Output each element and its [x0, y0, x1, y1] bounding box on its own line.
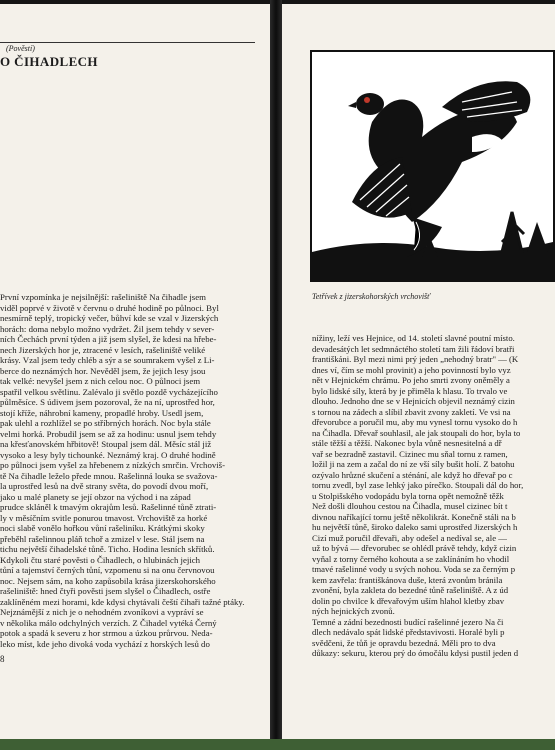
- text-line: vysoko a lesy byly tichounké. Neznámý kraj. O druhé hodině: [0, 449, 216, 460]
- chapter-title: O ČIHADLECH: [0, 54, 98, 69]
- text-line: už to bývá — dřevorubec se ohlédl právě tehdy, když cizin: [312, 543, 517, 553]
- right-page: [282, 4, 555, 739]
- text-line: zvonění, byla zakleta do bezedné tůně rašeliniště. A z úd: [312, 585, 509, 595]
- text-line: velmi horká. Probudil jsem se až za hodinu: usnul jsem tehdy: [0, 428, 217, 439]
- text-line: tak velké: nevyšel jsem z nich celou noc. O půlnoci jsem: [0, 376, 201, 386]
- text-line: Kdykoli čtu staré pověsti o Čihadlech, o hlubinách jejich: [0, 554, 201, 565]
- cover-edge: [0, 739, 555, 750]
- text-line: s tornou na zádech a slíbil zbavit zvony zakletí. Ve vsi na: [312, 406, 511, 417]
- text-line: noc. Nejsem sám, na koho zapůsobila krása jizerskohorského: [0, 575, 216, 586]
- text-line: ly v měsíčním svitle ponurou tmavost. Vrchoviště za horké: [0, 512, 208, 523]
- text-line: spatřil velkou světlinu. Zalévalo ji světlo pozdě vycházejícího: [0, 386, 218, 397]
- text-line: pak ulehl a rozhlížel se po stříbrných horách. Noc byla stále: [0, 418, 211, 428]
- text-line: dolin po chvilce k dřevařovým uším hlahol kletby zbav: [312, 595, 505, 606]
- text-line: ložil ji na zem a začal do ní ze vší síly bušit holí. Z batohu: [312, 459, 515, 469]
- text-line: nech Jizerských hor je, ztracené v lesích, rašeliniště veliké: [0, 344, 206, 355]
- text-line: tůní a tajemství černých tůní, vzpomenu si na onu červnovou: [0, 565, 215, 575]
- text-line: Cizí muž poručil dřevaři, aby odešel a nedíval se, ale —: [312, 532, 507, 543]
- text-line: ních Čechách první týden a již jsem slyšel, že kdesi na hřebe-: [0, 334, 217, 344]
- text-line: jako u malé planety se její obzor na východ i na západ: [0, 491, 191, 502]
- left-body-text: [0, 292, 264, 649]
- text-line: dlech nedávalo spát lidské představivosti. Horalé byli p: [312, 627, 505, 637]
- illustration-caption: Tetřívek z jizerskohorských vrchovišť: [312, 292, 431, 301]
- text-line: přeběhl rašelinnou pláň tchoř a zmizel v lese. Stál jsem na: [0, 533, 205, 544]
- text-line: Nejznámější z nich je o nehodném zvoníkovi a vypráví se: [0, 607, 204, 617]
- text-line: zaklíněném mezi horami, kde kdysi chytávali čeští čihaři tažné ptáky.: [0, 596, 245, 607]
- book-gutter: [270, 0, 282, 750]
- header-rule: [0, 42, 255, 43]
- text-line: noci slabě vonělo hořkou vůní rašeliníku. Krátkými skoky: [0, 523, 205, 533]
- text-line: dlouho. Jednoho dne se v Hejnicích objevil neznámý cizin: [312, 396, 515, 406]
- text-line: dnes ví, čím se mohl provinit) a jeho povinností bylo vyz: [312, 364, 511, 375]
- left-page: [0, 4, 270, 739]
- text-line: u Stolpišského vodopádu byla torna opět nemožně těžk: [312, 490, 504, 501]
- text-line: viděl poprvé v životě v červnu o druhé hodině po půlnoci. Byl: [0, 302, 219, 313]
- text-line: horách: doma nebylo možno vydržet. Žil jsem tehdy v sever-: [0, 323, 215, 334]
- text-line: františkáni. Byl mezi nimi prý jeden „nehodný bratr" — (K: [312, 354, 519, 364]
- text-line: stále těžší a těžší. Nakonec byla vůně nesnesitelná a dř: [312, 438, 502, 448]
- text-line: leko míst, kde jeho divoká voda vychází z horských lesů do: [0, 638, 210, 649]
- text-line: na Čihadla. Dřevař souhlasil, ale jak stoupali do hor, byla to: [312, 427, 521, 438]
- text-line: půlměsíce. S údivem jsem pozoroval, že na ní, uprostřed hor,: [0, 397, 215, 407]
- text-line: divnou naříkající tornu ještě několikrát. Konečně stáli na b: [312, 511, 516, 522]
- text-line: vyňal z torny černého kohouta a se zaklínáním ho vhodil: [312, 553, 510, 564]
- text-line: tichu největší čihadelské tůně. Ticho. Hodina lesních skřítků.: [0, 544, 215, 554]
- text-line: dřevorubce a poručil mu, aby mu vynesl tornu vysoko do h: [312, 417, 518, 427]
- text-line: prudce skláněl k tmavým okrajům lesů. Rašelinné tůně ztrati-: [0, 502, 217, 512]
- text-line: ozývalo hrůzné skučení a sténání, ale když ho dřevař po c: [312, 469, 513, 480]
- text-line: krásy. Vzal jsem tedy chléb a sýr a se soumrakem vyšel z Li-: [0, 355, 215, 365]
- text-line: la uprostřed lesů na dvě strany světa, do povodí dvou moří,: [0, 481, 209, 491]
- series-label: (Pověstí): [6, 44, 35, 53]
- black-grouse-illustration: [310, 50, 555, 282]
- text-line: svědčeni, že tůň je opravdu bezedná. Měli pro to dva: [312, 637, 496, 648]
- text-line: První vzpomínka je nejsilnější: rašeliniště Na čihadle jsem: [0, 292, 206, 302]
- right-body-text: [312, 333, 555, 659]
- text-line: hu největší tůně, široko daleko sami uprostřed Jizerských h: [312, 522, 518, 532]
- text-line: důkazy: sekuru, kterou prý do ómočálu kdysi pustil jeden d: [312, 648, 519, 658]
- text-line: vař se bezradně zastavil. Cizinec mu sňal tornu z ramen,: [312, 448, 508, 459]
- text-line: na křesťanovském hřbitově! Stoupal jsem dál. Měsíc stál již: [0, 439, 212, 449]
- text-line: stojí kříže, náhrobní kameny, propadlé hroby. Usedl jsem,: [0, 407, 204, 418]
- text-line: Než došli dlouhou cestou na Čihadla, musel cizinec bít t: [312, 501, 508, 511]
- text-line: devadesátých let sedmnáctého století tam žili řádoví bratři: [312, 343, 515, 354]
- text-line: nížiny, leží ves Hejnice, od 14. století slavné poutní místo.: [312, 333, 515, 343]
- text-line: nět v Hejnickém chrámu. Po jeho smrti zvony oněměly a: [312, 375, 510, 385]
- text-line: po půlnoci jsem vyšel za hřebenem z nízkých smrčin. Vrchoviš-: [0, 460, 226, 470]
- text-line: v několika málo odchylných verzích. Z Čihadel vytéká Černý: [0, 617, 217, 628]
- text-line: tě Na čihadle leželo přede mnou. Rašelinná louka se svažova-: [0, 470, 218, 481]
- text-line: bylo lidské síly, která by je přiměla k hlasu. To trvalo ve: [312, 385, 508, 396]
- text-line: kem zavřela: františkánova duše, která zvonům bránila: [312, 574, 503, 585]
- text-line: nesmírně teplý, tropický večer, bůhví kde se vzal v Jizerských: [0, 313, 219, 323]
- page-number: 8: [0, 654, 5, 664]
- text-line: tmavé rašelinné vody u svých nohou. Voda se za černým p: [312, 564, 516, 574]
- text-line: Temné a zádní bezednosti budící rašelinné jezero Na či: [312, 616, 504, 627]
- text-line: tornu zvedl, byl zase lehký jako pírečko. Stoupali dál do hor,: [312, 480, 524, 490]
- text-line: rašeliniště: hned čtyři pověsti jsem slyšel o Čihadlech, ostře: [0, 586, 211, 596]
- grouse-woodcut-svg: [312, 52, 553, 280]
- text-line: potok a spadá k severu z hor strmou a úzkou průrvou. Neda-: [0, 628, 213, 638]
- text-line: berce do neznámých hor. Nevěděl jsem, že jejich lesy jsou: [0, 365, 206, 376]
- text-line: ných hejnických zvonů.: [312, 606, 395, 616]
